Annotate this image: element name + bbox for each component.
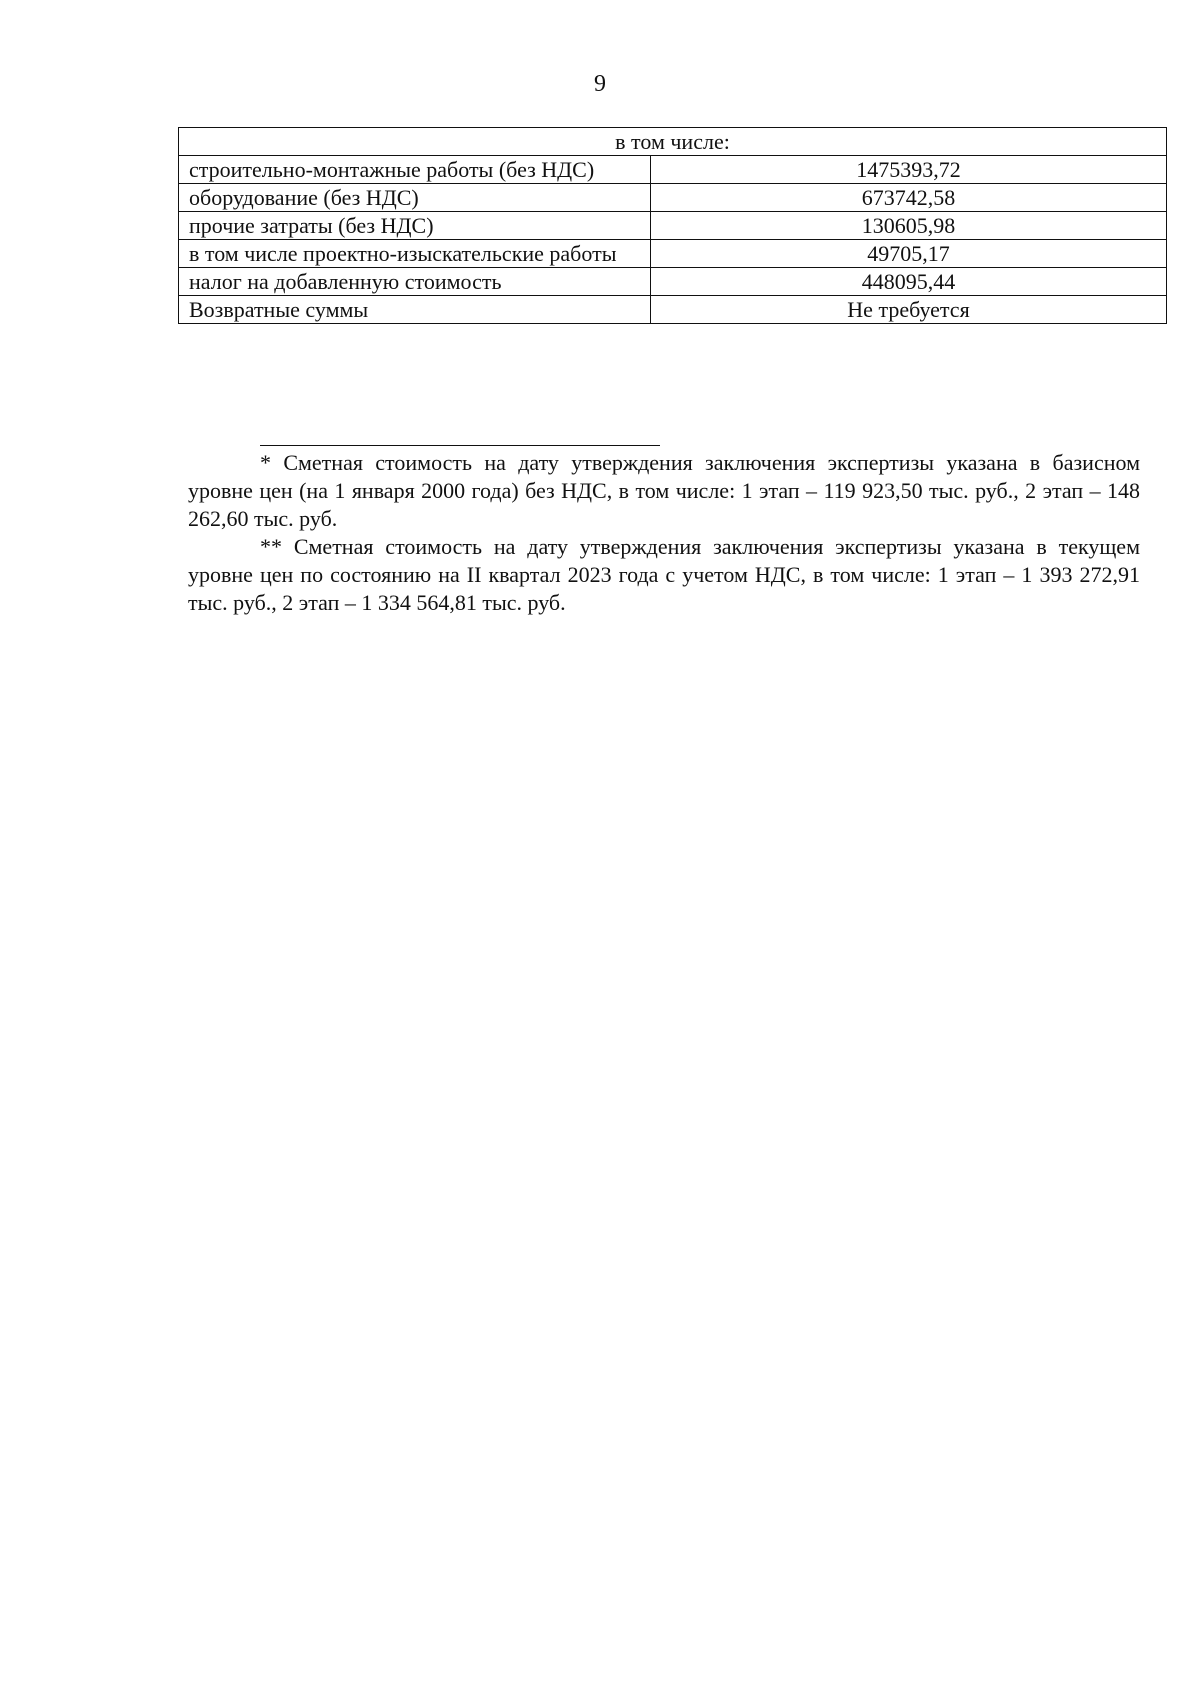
row-value: 49705,17 xyxy=(651,240,1167,268)
row-value: 130605,98 xyxy=(651,212,1167,240)
row-label: строительно-монтажные работы (без НДС) xyxy=(179,156,651,184)
row-label: оборудование (без НДС) xyxy=(179,184,651,212)
row-label: налог на добавленную стоимость xyxy=(179,268,651,296)
row-value: Не требуется xyxy=(651,296,1167,324)
row-value: 448095,44 xyxy=(651,268,1167,296)
table-row xyxy=(179,212,1167,240)
table-row xyxy=(179,296,1167,324)
table-row xyxy=(179,184,1167,212)
footnote-divider xyxy=(260,445,660,446)
row-value: 673742,58 xyxy=(651,184,1167,212)
row-label: Возвратные суммы xyxy=(179,296,651,324)
table-header-row xyxy=(179,128,1167,156)
footnote-1: * Сметная стоимость на дату утверждения заключения экспертизы указана в базисном уровне цен (на 1 января 2000 года) без НДС, в том числе: 1 этап – 119 923,50 тыс. руб., 2 этап – 148 262,60 тыс. руб. xyxy=(188,450,1140,531)
table-row xyxy=(179,240,1167,268)
footnotes xyxy=(188,449,1140,617)
footnote-2: ** Сметная стоимость на дату утверждения заключения экспертизы указана в текущем уровне цен по состоянию на II квартал 2023 года с учетом НДС, в том числе: 1 этап – 1 393 272,91 тыс. руб., 2 этап – 1 334 564,81 тыс. руб. xyxy=(188,534,1140,615)
row-label: в том числе проектно-изыскательские работы xyxy=(179,240,651,268)
table-row xyxy=(179,268,1167,296)
page-number: 9 xyxy=(594,71,606,97)
table-header-cell: в том числе: xyxy=(179,128,1167,156)
table-row xyxy=(179,156,1167,184)
cost-table xyxy=(178,127,1167,324)
row-label: прочие затраты (без НДС) xyxy=(179,212,651,240)
row-value: 1475393,72 xyxy=(651,156,1167,184)
